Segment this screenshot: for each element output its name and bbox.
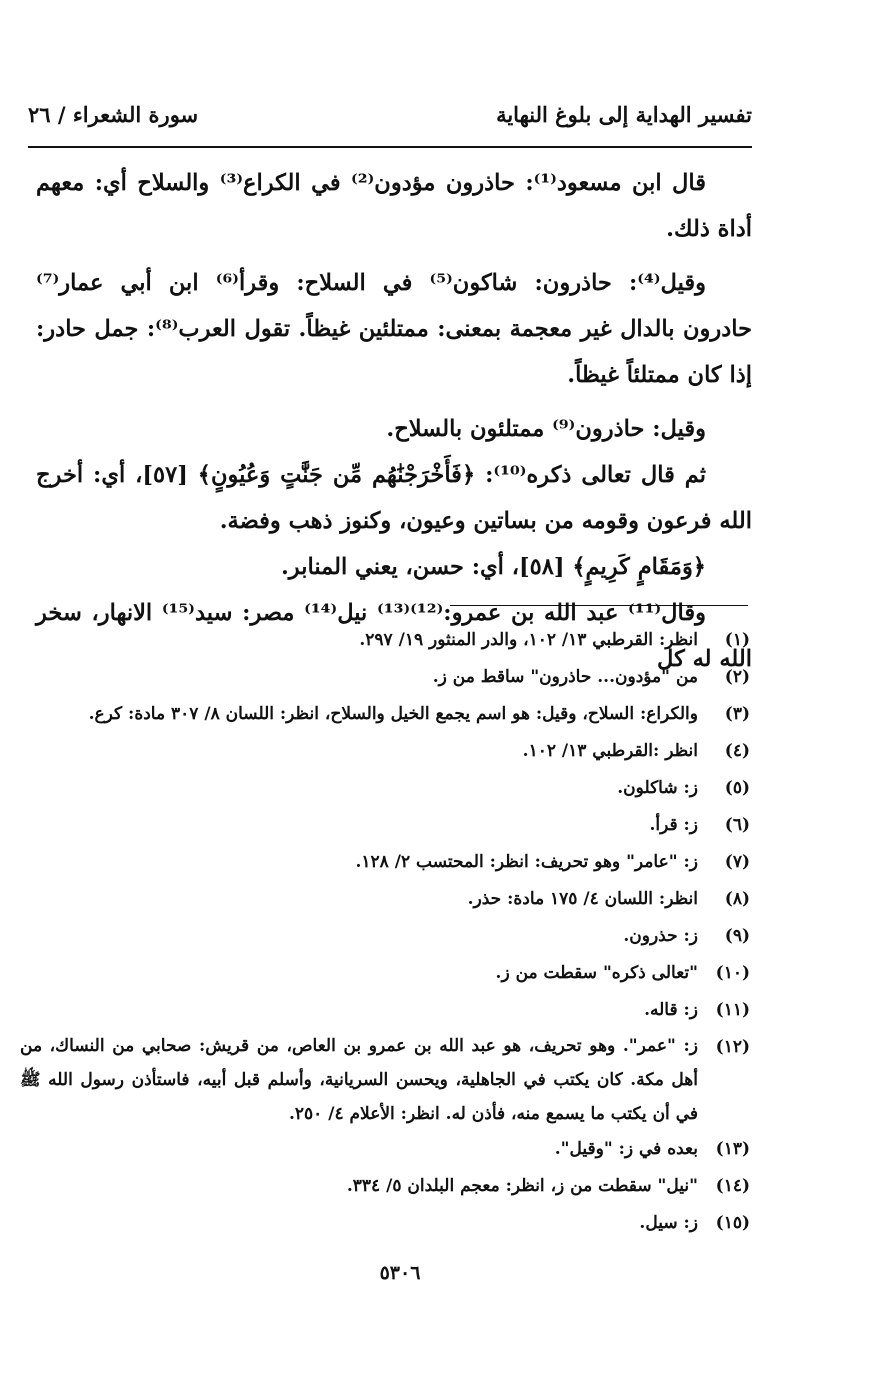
footnote-number: (٨) — [724, 889, 750, 909]
footnote-13 — [20, 1131, 754, 1168]
footnote-number: (١٥) — [715, 1213, 750, 1233]
footnote-number: (٧) — [724, 852, 750, 872]
footnote-15 — [20, 1205, 754, 1242]
paragraph-4 — [36, 452, 752, 544]
footnote-number: (١) — [724, 630, 750, 650]
footnote-text: ز: "عمر". وهو تحريف، هو عبد الله بن عمرو بن العاص، من قريش: صحابي من النساك، من أهل مكة. كان يكتب في الجاهلية، ويحسن السريانية، وأسلم قبل أبيه، فاستأذن رسول الله ﷺ في أن يكتب ما يسمع منه، فأذن له. انظر: الأعلام ٤/ ٢٥٠. — [20, 1036, 698, 1124]
footnote-number: (١٤) — [715, 1176, 750, 1196]
footnotes — [20, 622, 754, 1242]
footnote-1 — [20, 622, 754, 659]
footnote-text: ز: شاكلون. — [617, 778, 698, 798]
page-number: ٥٣٠٦ — [379, 1262, 421, 1284]
footnote-number: (٩) — [724, 926, 750, 946]
paragraph-1: قال ابن مسعود⁽¹⁾: حاذرون مؤدون⁽²⁾ في الكراع⁽³⁾ والسلاح أي: معهم أداة ذلك. — [36, 170, 752, 242]
running-header — [28, 96, 752, 148]
paragraph-6: وقال⁽¹¹⁾ عبد الله بن عمرو:⁽¹²⁾⁽¹³⁾ نيل⁽¹⁴⁾ مصر: سيد⁽¹⁵⁾ الانهار، سخر الله له كل — [36, 600, 752, 672]
footnote-text: ز: "عامر" وهو تحريف: انظر: المحتسب ٢/ ١٢٨. — [355, 852, 698, 872]
footnote-8 — [20, 881, 754, 918]
footnote-number: (٦) — [724, 815, 750, 835]
footnote-12 — [20, 1029, 754, 1131]
footnote-text: "تعالى ذكره" سقطت من ز. — [495, 963, 698, 983]
footnote-text: انظر: القرطبي ١٣/ ١٠٢، والدر المنثور ١٩/ ٢٩٧. — [359, 630, 698, 650]
footnote-number: (٢) — [724, 667, 750, 687]
footnote-text: ز: قرأ. — [649, 815, 698, 835]
paragraph-5-commentary: [٥٨]، أي: حسن، يعني المنابر. — [280, 554, 565, 580]
footnote-text: والكراع: السلاح، وقيل: هو اسم يجمع الخيل والسلاح، انظر: اللسان ٨/ ٣٠٧ مادة: كرع. — [88, 704, 698, 724]
footnote-number: (٣) — [724, 704, 750, 724]
footnote-text: انظر: اللسان ٤/ ١٧٥ مادة: حذر. — [467, 889, 698, 909]
footnote-14 — [20, 1168, 754, 1205]
footnote-10 — [20, 955, 754, 992]
footnote-4 — [20, 733, 754, 770]
paragraph-4-intro: ثم قال تعالى ذكره⁽¹⁰⁾: — [485, 462, 706, 488]
footnote-number: (١٠) — [715, 963, 750, 983]
paragraph-4-commentary: [٥٧]، أي: أخرج الله فرعون وقومه من بساتين وعيون، وكنوز ذهب وفضة. — [36, 462, 752, 534]
footnote-text: ز: سيل. — [639, 1213, 698, 1233]
paragraph-2: وقيل⁽⁴⁾: حاذرون: شاكون⁽⁵⁾ في السلاح: وقرأ⁽⁶⁾ ابن أبي عمار⁽⁷⁾ حادرون بالدال غير معجمة بمعنى: ممتلئين غيظاً. تقول العرب⁽⁸⁾: جمل حادر: إذا كان ممتلئاً غيظاً. — [36, 270, 752, 388]
footnote-number: (١٢) — [715, 1037, 750, 1057]
quran-verse-58: ﴿وَمَقَامٍ كَرِيمٍ﴾ — [572, 554, 706, 580]
paragraph-5 — [36, 544, 752, 590]
footnote-6 — [20, 807, 754, 844]
footnote-11 — [20, 992, 754, 1029]
footnote-text: من "مؤدون... حاذرون" ساقط من ز. — [432, 667, 698, 687]
footnote-3 — [20, 696, 754, 733]
footnote-text: ز: حذرون. — [623, 926, 698, 946]
paragraph-3: وقيل: حاذرون⁽⁹⁾ ممتلئون بالسلاح. — [386, 416, 706, 442]
quran-verse-57: ﴿فَأَخْرَجْنَٰهُم مِّن جَنَّٰتٍ وَعُيُونٍ﴾ — [197, 462, 476, 488]
footnote-text: ز: قاله. — [644, 1000, 698, 1020]
footnote-5 — [20, 770, 754, 807]
footnote-text: بعده في ز: "وقيل". — [554, 1139, 698, 1159]
footnote-number: (٤) — [724, 741, 750, 761]
footnote-7 — [20, 844, 754, 881]
footnote-number: (٥) — [724, 778, 750, 798]
footnote-separator — [450, 605, 748, 606]
footnote-9 — [20, 918, 754, 955]
footnote-text: "نيل" سقطت من ز، انظر: معجم البلدان ٥/ ٣٣٤. — [346, 1176, 698, 1196]
book-title: تفسير الهداية إلى بلوغ النهاية — [496, 102, 752, 127]
footnote-number: (١١) — [715, 1000, 750, 1020]
surah-label: سورة الشعراء / ٢٦ — [28, 102, 199, 127]
footnote-number: (١٣) — [715, 1139, 750, 1159]
main-text — [36, 160, 752, 682]
footnote-2 — [20, 659, 754, 696]
footnote-text: انظر :القرطبي ١٣/ ١٠٢. — [522, 741, 698, 761]
